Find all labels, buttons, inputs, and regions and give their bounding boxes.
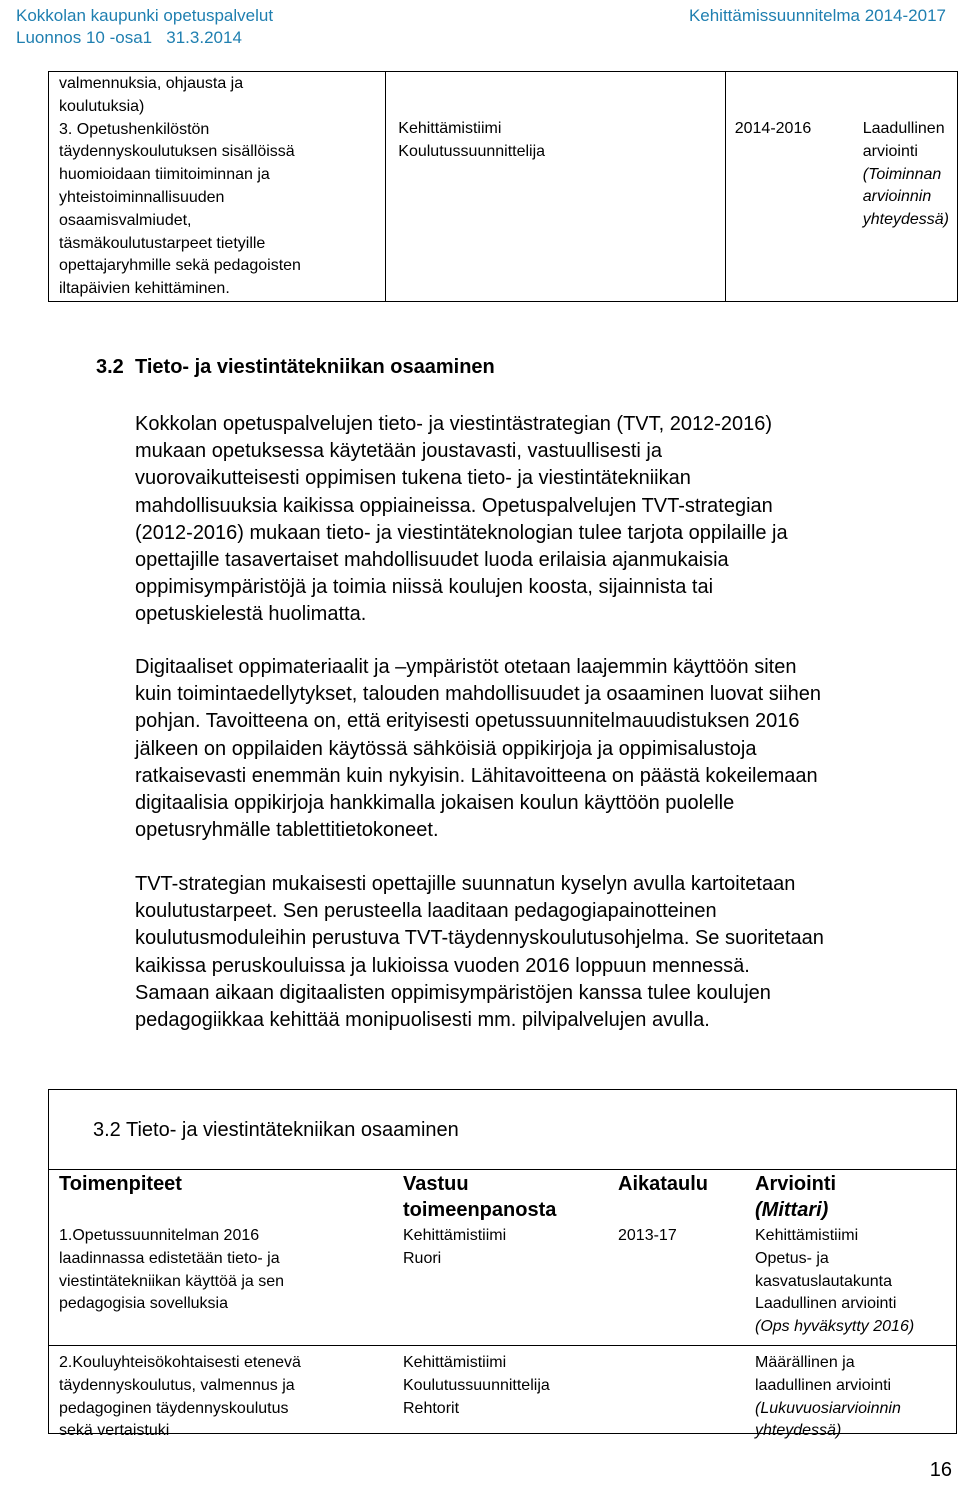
text-line: mahdollisuuksia kaikissa oppiaineissa. Opetuspalvelujen TVT-strategian: [135, 494, 773, 517]
action-plan-table: [49, 1169, 956, 1443]
text-line: Digitaaliset oppimateriaalit ja –ympäristöt otetaan laajemmin käyttöön siten: [135, 656, 797, 678]
section-title: Tieto- ja viestintätekniikan osaaminen: [135, 356, 495, 378]
text-line: kaikissa peruskouluissa ja lukioissa vuoden 2016 loppuun mennessä.: [135, 954, 750, 977]
schedule-cell: 2013-17: [618, 1227, 677, 1244]
text-line: kasvatuslautakunta: [755, 1272, 892, 1290]
col-header-schedule: Aikataulu: [608, 1170, 745, 1224]
text-line: opetuskielestä huolimatta.: [135, 603, 367, 626]
text-line: Koulutussuunnittelija: [398, 142, 546, 160]
table-row: [49, 1345, 956, 1443]
text-line: valmennuksia, ohjausta ja: [59, 75, 244, 92]
table-header-row: [49, 1170, 956, 1224]
eval-note: (Toiminnan arvioinnin: [862, 165, 942, 206]
text-line: Määrällinen ja: [755, 1353, 855, 1371]
eval-type: Laadullinen arviointi: [862, 120, 945, 160]
text-line: Samaan aikaan digitaalisten oppimisympäristöjen kanssa tulee koulujen: [135, 981, 771, 1004]
text-line: pohjan. Tavoitteena on, että erityisesti opetussuunnitelmauudistuksen 2016: [135, 710, 800, 733]
table-row: [49, 1223, 956, 1345]
col-header-measures: Toimenpiteet: [49, 1170, 393, 1224]
text-line: iltapäivien kehittäminen.: [59, 280, 230, 298]
text-line: viestintätekniikan käyttöä ja sen: [59, 1272, 285, 1290]
text-line: (2012-2016) mukaan tieto- ja viestintäteknologian tulee tarjota oppilaille ja: [135, 521, 788, 544]
text-line: ratkaisevasti enemmän kuin nykyisin. Lähitavoitteena on päästä kokeilemaan: [135, 764, 818, 787]
text-line: kuin toimintaedellytykset, talouden mahdollisuudet ja osaaminen luovat siihen: [135, 683, 821, 706]
text-line: koulutustarpeet. Sen perusteella laaditaan pedagogiapainotteinen: [135, 900, 717, 923]
text-line: Kehittämistiimi: [755, 1227, 859, 1244]
section-heading: [96, 356, 495, 379]
text-line: huomioidaan tiimitoiminnan ja: [59, 166, 270, 184]
text-line: digitaalisia oppikirjoja hankkimalla jokaisen koulun käyttöön puolelle: [135, 792, 735, 815]
header-text: Arviointi: [755, 1173, 837, 1195]
responsibility-cell: [393, 1223, 608, 1345]
text-line: yhteistoiminnallisuuden: [59, 188, 225, 206]
text-line: Rehtorit: [403, 1399, 460, 1417]
text-line: täsmäkoulutustarpeet tietyille: [59, 234, 266, 252]
text-line: Kokkolan opetuspalvelujen tieto- ja viestintästrategian (TVT, 2012-2016): [135, 413, 773, 435]
text-line: (Lukuvuosiarvioinnin: [755, 1399, 901, 1417]
text-line: oppimisympäristöjä ja toimia niissä koulujen koosta, sijainnista tai: [135, 576, 714, 599]
text-line: laadullinen arviointi: [755, 1376, 892, 1394]
header-draft-date: Luonnos 10 -osa1 31.3.2014: [16, 28, 242, 47]
text-line: Kehittämistiimi: [403, 1353, 507, 1371]
text-line: pedagogisia sovelluksia: [59, 1295, 228, 1313]
header-subtext: (Mittari): [755, 1199, 829, 1221]
text-line: Koulutussuunnittelija: [403, 1376, 550, 1394]
text-line: jälkeen on oppilaiden käytössä sähköisiä oppikirjoja ja oppimisalustoja: [135, 737, 757, 760]
text-line: osaamisvalmiudet,: [59, 211, 192, 229]
text-line: Kehittämistiimi: [398, 120, 502, 137]
text-line: laadinnassa edistetään tieto- ja: [59, 1249, 280, 1267]
text-line: 1.Opetussuunnitelman 2016: [59, 1227, 260, 1244]
responsibility-cell: [393, 1345, 608, 1443]
text-line: sekä vertaistuki: [59, 1422, 170, 1440]
col-header-responsibility: Vastuu toimeenpanosta: [393, 1170, 608, 1224]
text-line: opettajille tasavertaiset mahdollisuudet luoda erilaisia ajanmukaisia: [135, 549, 729, 572]
col-header-evaluation: [745, 1170, 956, 1224]
text-line: täydennyskoulutus, valmennus ja: [59, 1376, 295, 1394]
paragraph: [135, 654, 935, 844]
paragraph: [135, 871, 935, 1034]
text-line: pedagogiikkaa kehittää monipuolisesti mm. pilvipalvelujen avulla.: [135, 1009, 710, 1032]
text-line: opettajaryhmille sekä pedagoisten: [59, 257, 301, 275]
header-doc-title: Kehittämissuunnitelma 2014-2017: [688, 6, 946, 25]
text-line: koulutuksia): [59, 97, 145, 115]
header-org: Kokkolan kaupunki opetuspalvelut: [16, 6, 274, 25]
page-number: 16: [929, 1459, 952, 1481]
action-plan-box: [48, 1089, 957, 1440]
top-table-measure-cell: [49, 72, 386, 302]
text-line: koulutusmoduleihin perustuva TVT-täydennyskoulutusohjelma. Se suoritetaan: [135, 927, 824, 950]
text-line: opetusryhmälle tablettitietokoneet.: [135, 819, 439, 842]
text-line: täydennyskoulutuksen sisällöissä: [59, 143, 295, 161]
measure-cell: [49, 1223, 393, 1345]
schedule-cell: [608, 1345, 745, 1443]
text-line: mukaan opetuksessa käytetään joustavasti, vastuullisesti ja: [135, 440, 662, 463]
text-line: Laadullinen arviointi: [755, 1295, 897, 1313]
evaluation-cell: [745, 1223, 956, 1345]
top-table: [48, 71, 958, 302]
text-line: Kehittämistiimi: [403, 1227, 507, 1244]
evaluation-cell: [745, 1345, 956, 1443]
eval-note: yhteydessä): [862, 211, 949, 229]
text-line: Ruori: [403, 1249, 442, 1267]
text-line: 3. Opetushenkilöstön: [59, 120, 210, 138]
schedule-date: 2014-2016: [734, 120, 812, 137]
top-table-schedule-eval-cell: [725, 72, 957, 302]
text-line: pedagoginen täydennyskoulutus: [59, 1399, 289, 1417]
text-line: TVT-strategian mukaisesti opettajille suunnatun kyselyn avulla kartoitetaan: [135, 873, 796, 895]
text-line: vuorovaikutteisesti oppimisen tukena tieto- ja viestintätekniikan: [135, 467, 691, 490]
text-line: Opetus- ja: [755, 1249, 829, 1267]
measure-cell: [49, 1345, 393, 1443]
text-line: 2.Kouluyhteisökohtaisesti etenevä: [59, 1353, 301, 1371]
top-table-responsibility-cell: [386, 72, 725, 302]
section-number: 3.2: [96, 356, 124, 378]
paragraph: [135, 411, 935, 629]
text-line: (Ops hyväksytty 2016): [755, 1318, 915, 1336]
box-title: 3.2 Tieto- ja viestintätekniikan osaaminen: [93, 1119, 459, 1141]
text-line: yhteydessä): [755, 1422, 842, 1440]
